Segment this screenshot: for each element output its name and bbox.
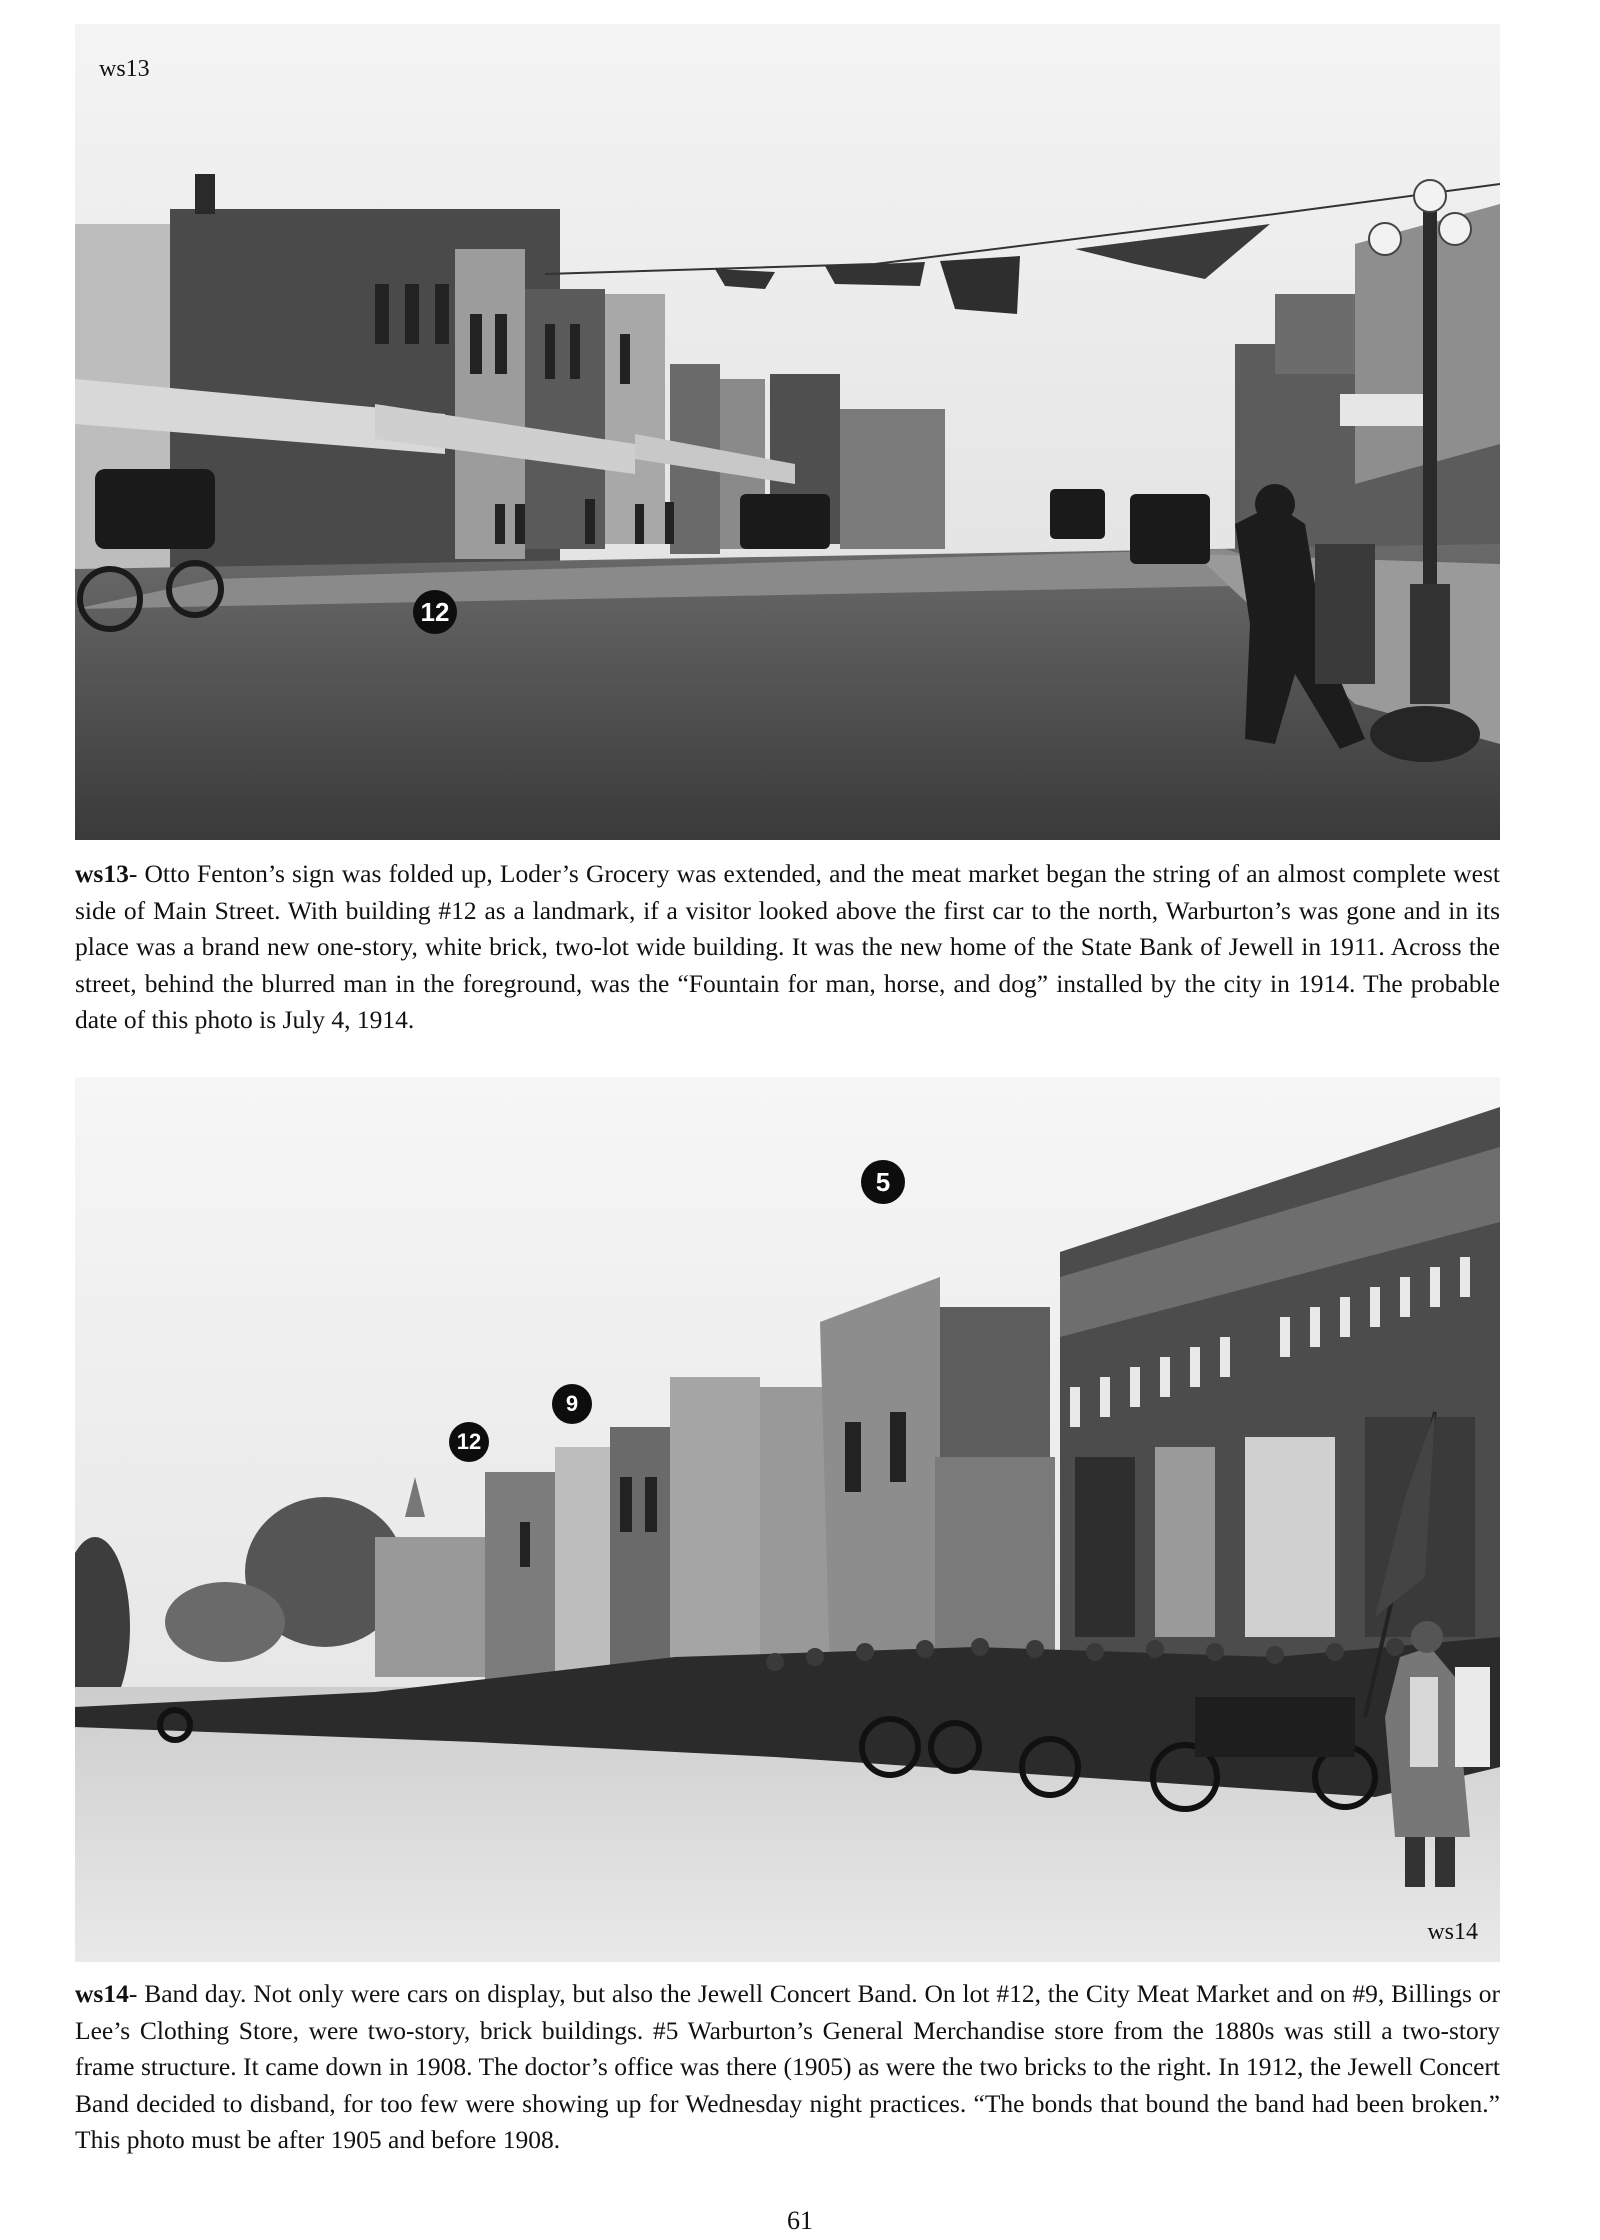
caption-text: - Band day. Not only were cars on display, but also the Jewell Concert Band. On lot #12, the City Meat Market and on #9, Billings or Lee’s Clothing Store, were two-story, brick buildings. #5 Warburton’s General Merchandise store from the 1880s was still a two-story frame structure. It came down in 1908. The doctor’s office was there (1905) as were the two bricks to the right. In 1912, the Jewell Concert Band decided to disband, for too few were showing up for Wednesday night practices. “The bonds that bound the band had been broken.” This photo must be after 1905 and before 1908. — [75, 1979, 1500, 2154]
street-scene-image — [75, 24, 1500, 840]
photo-id-label: ws13 — [99, 56, 150, 82]
photo-ws14 — [75, 1077, 1500, 1962]
building-marker-9: 9 — [552, 1384, 592, 1424]
band-day-image — [75, 1077, 1500, 1962]
building-marker-5: 5 — [861, 1160, 905, 1204]
caption-ws14 — [75, 1976, 1500, 2159]
photo-ws13 — [75, 24, 1500, 840]
caption-id: ws14 — [75, 1979, 129, 2008]
building-marker-12: 12 — [413, 590, 457, 634]
page-number: 61 — [787, 2206, 813, 2235]
caption-ws13 — [75, 856, 1500, 1039]
photo-id-label: ws14 — [1427, 1919, 1478, 1945]
building-marker-12: 12 — [449, 1422, 489, 1462]
caption-id: ws13 — [75, 859, 129, 888]
caption-text: - Otto Fenton’s sign was folded up, Loder’s Grocery was extended, and the meat market began the string of an almost complete west side of Main Street. With building #12 as a landmark, if a visitor looked above the first car to the north, Warburton’s was gone and in its place was a brand new one-story, white brick, two-lot wide building. It was the new home of the State Bank of Jewell in 1911. Across the street, behind the blurred man in the foreground, was the “Fountain for man, horse, and dog” installed by the city in 1914. The probable date of this photo is July 4, 1914. — [75, 859, 1500, 1034]
